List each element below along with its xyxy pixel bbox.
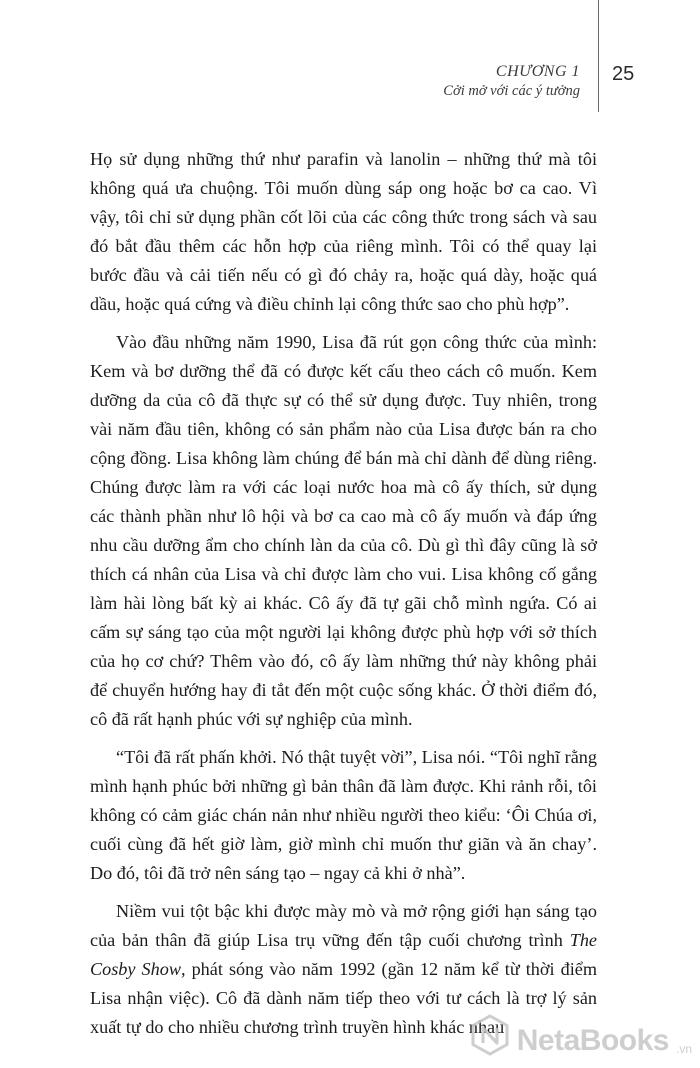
- page-number: 25: [612, 63, 635, 85]
- chapter-label: CHƯƠNG 1: [495, 63, 580, 80]
- chapter-title: Cởi mở với các ý tưởng: [443, 83, 580, 99]
- watermark-tld: .vn: [675, 1042, 692, 1056]
- show-title: The Cosby Show: [90, 930, 597, 979]
- paragraph-4-start: Niềm vui tột bậc khi được mày mò và mở rộng giới hạn sáng tạo của bản thân đã giúp Lisa trụ vững đến tập cuối chương trình: [90, 901, 597, 950]
- netabooks-logo-icon: [469, 1014, 511, 1056]
- header-divider: [598, 0, 599, 112]
- body-text: [90, 145, 597, 1051]
- paragraph-2: Vào đầu những năm 1990, Lisa đã rút gọn công thức của mình: Kem và bơ dưỡng thể đã có được kết cấu theo cách cô muốn. Kem dưỡng da của cô đã thực sự có thể sử dụng được. Tuy nhiên, trong vài năm đầu tiên, không có sản phẩm nào của Lisa được bán ra cho cộng đồng. Lisa không làm chúng để bán mà chỉ dành để dùng riêng. Chúng được làm ra với các loại nước hoa mà cô ấy thích, sử dụng các thành phần như lô hội và bơ ca cao mà cô ấy muốn và đáp ứng nhu cầu dưỡng ẩm cho chính làn da của cô. Dù gì thì đây cũng là sở thích cá nhân của Lisa và chỉ được làm cho vui. Lisa không cố gắng làm hài lòng bất kỳ ai khác. Cô ấy đã tự gãi chỗ mình ngứa. Có ai cấm sự sáng tạo của một người lại không được phù hợp với sở thích của họ cơ chứ? Thêm vào đó, cô ấy làm những thứ này không phải để chuyển hướng hay đi tắt đến một cuộc sống khác. Ở thời điểm đó, cô đã rất hạnh phúc với sự nghiệp của mình.: [90, 332, 597, 729]
- running-head: [443, 62, 580, 100]
- paragraph-1: Họ sử dụng những thứ như parafin và lanolin – những thứ mà tôi không quá ưa chuộng. Tôi muốn dùng sáp ong hoặc bơ ca cao. Vì vậy, tôi chỉ sử dụng phần cốt lõi của các công thức trong sách và sau đó bắt đầu thêm các hỗn hợp của riêng mình. Tôi có thể quay lại bước đầu và cải tiến nếu có gì đó chảy ra, hoặc quá dày, hoặc quá dầu, hoặc quá cứng và điều chỉnh lại công thức sao cho phù hợp”.: [90, 149, 597, 314]
- watermark: [469, 1014, 692, 1056]
- paragraph-3: “Tôi đã rất phấn khởi. Nó thật tuyệt vời”, Lisa nói. “Tôi nghĩ rằng mình hạnh phúc bởi những gì bản thân đã làm được. Khi rảnh rỗi, tôi không có cảm giác chán nản như nhiều người theo kiểu: ‘Ôi Chúa ơi, cuối cùng đã hết giờ làm, giờ mình chỉ muốn thư giãn và ăn chay’. Do đó, tôi đã trở nên sáng tạo – ngay cả khi ở nhà”.: [90, 747, 597, 883]
- watermark-brand: NetaBooks: [516, 1024, 669, 1057]
- paragraph-4-end: , phát sóng vào năm 1992 (gần 12 năm kể từ thời điểm Lisa nhận việc). Cô đã dành năm tiếp theo với tư cách là trợ lý sản xuất tự do cho nhiều chương trình truyền hình khác nhau: [90, 959, 597, 1037]
